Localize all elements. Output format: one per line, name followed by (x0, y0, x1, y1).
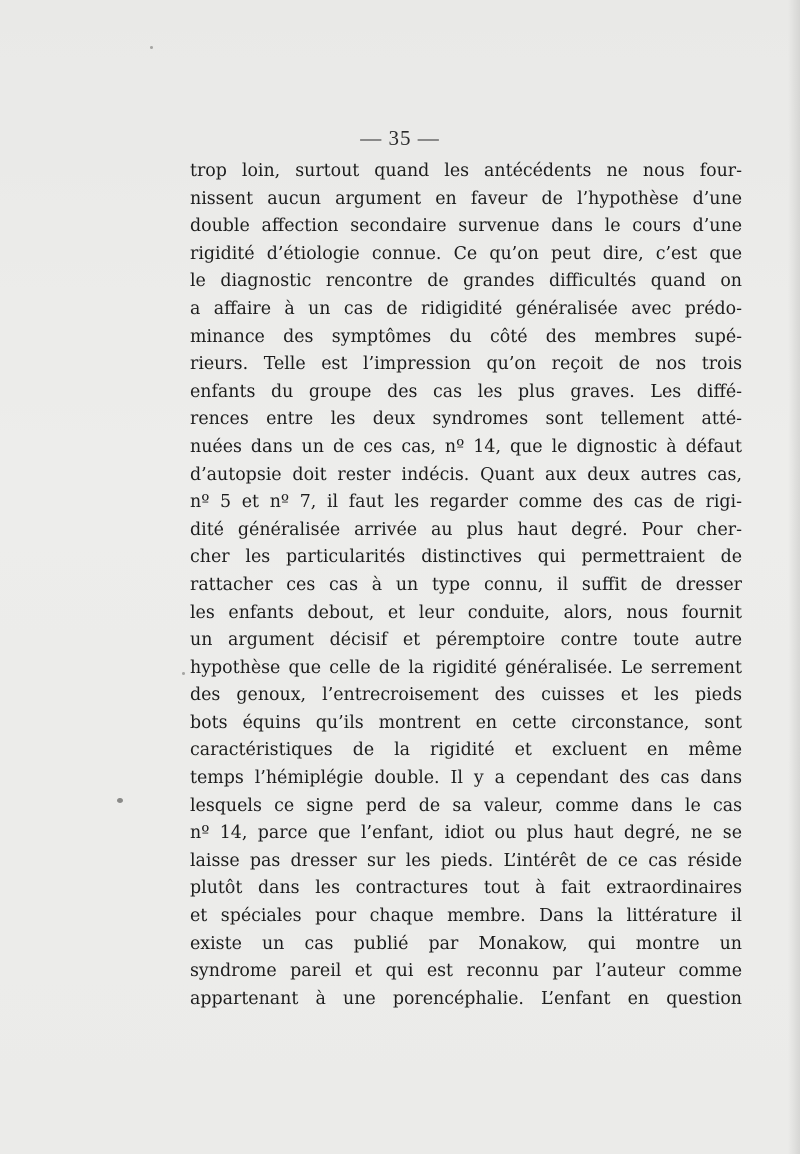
text-line: rieurs. Telle est l’impression qu’on reçoit de nos trois (190, 354, 742, 375)
text-line: double affection secondaire survenue dans le cours d’une (190, 216, 742, 237)
text-line: syndrome pareil et qui est reconnu par l’auteur comme (190, 961, 742, 982)
body-text (190, 158, 742, 1013)
ink-speck (150, 46, 153, 49)
text-line: enfants du groupe des cas les plus graves. Les diffé- (190, 381, 742, 402)
text-line: nuées dans un de ces cas, nº 14, que le dignostic à défaut (190, 436, 742, 457)
text-line: hypothèse que celle de la rigidité généralisée. Le serrement (190, 657, 742, 678)
page-number: — 35 — (360, 126, 440, 150)
text-line: plutôt dans les contractures tout à fait extraordinaires (190, 878, 742, 899)
text-line: temps l’hémiplégie double. Il y a cependant des cas dans (190, 768, 742, 789)
text-line: rattacher ces cas à un type connu, il suffit de dresser (190, 574, 742, 595)
ink-speck (182, 672, 185, 675)
text-line: lesquels ce signe perd de sa valeur, comme dans le cas (190, 795, 742, 816)
text-line: le diagnostic rencontre de grandes difficultés quand on (190, 271, 742, 292)
text-line: dité généralisée arrivée au plus haut degré. Pour cher- (190, 519, 742, 540)
text-line: des genoux, l’entrecroisement des cuisses et les pieds (190, 685, 742, 706)
text-line: a affaire à un cas de ridigidité généralisée avec prédo- (190, 298, 742, 319)
text-line: nº 5 et nº 7, il faut les regarder comme des cas de rigi- (190, 492, 742, 513)
text-line: rences entre les deux syndromes sont tellement atté- (190, 409, 742, 430)
text-line: et spéciales pour chaque membre. Dans la littérature il (190, 906, 742, 927)
text-line: un argument décisif et péremptoire contre toute autre (190, 630, 742, 651)
text-line: cher les particularités distinctives qui permettraient de (190, 547, 742, 568)
text-line: appartenant à une porencéphalie. L’enfant en question (190, 988, 742, 1009)
text-line: trop loin, surtout quand les antécédents ne nous four- (190, 161, 742, 181)
text-line: les enfants debout, et leur conduite, alors, nous fournit (190, 602, 742, 623)
text-line: bots équins qu’ils montrent en cette circonstance, sont (190, 712, 742, 733)
text-line: nº 14, parce que l’enfant, idiot ou plus haut degré, ne se (190, 823, 742, 844)
text-line: d’autopsie doit rester indécis. Quant aux deux autres cas, (190, 464, 742, 485)
page-edge-shadow (788, 0, 800, 1154)
text-line: laisse pas dresser sur les pieds. L’intérêt de ce cas réside (190, 850, 742, 871)
text-line: rigidité d’étiologie connue. Ce qu’on peut dire, c’est que (190, 243, 742, 264)
text-line: minance des symptômes du côté des membres supé- (190, 326, 742, 347)
text-line: caractéristiques de la rigidité et excluent en même (190, 740, 742, 761)
ink-speck (117, 798, 123, 803)
text-line: existe un cas publié par Monakow, qui montre un (190, 933, 742, 954)
text-line: nissent aucun argument en faveur de l’hypothèse d’une (190, 188, 742, 209)
